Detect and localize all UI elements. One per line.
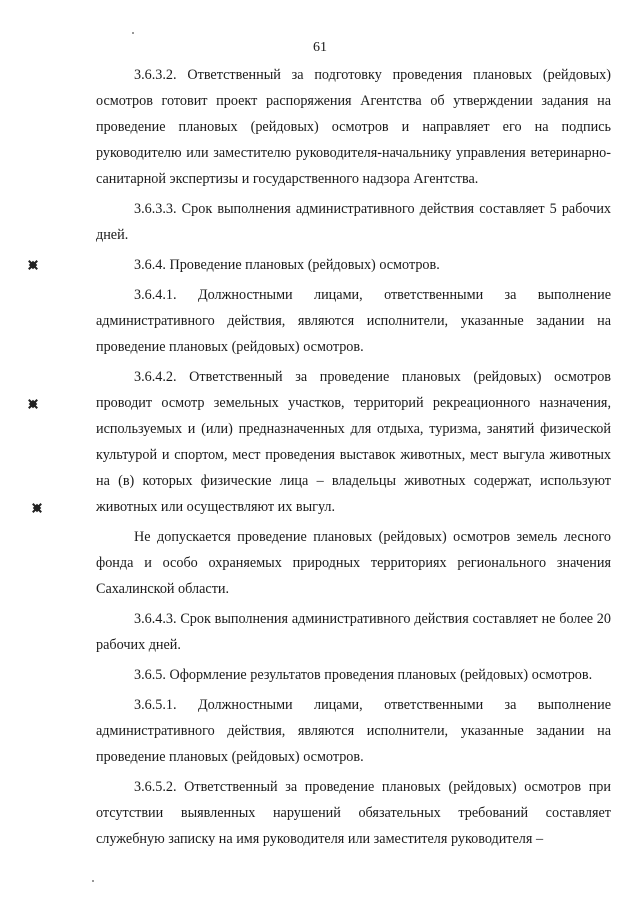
paragraph-3-6-5-2: 3.6.5.2. Ответственный за проведение плановых (рейдовых) осмотров при отсутствии выявленных нарушений обязательных требований составляет служебную записку на имя руководителя или заместителя руководителя – (96, 779, 611, 847)
paragraph-3-6-3-2: 3.6.3.2. Ответственный за подготовку проведения плановых (рейдовых) осмотров готовит проект распоряжения Агентства об утверждении задания на проведение плановых (рейдовых) осмотров и направляет его на подпись руководителю или заместителю руководителя-начальнику управления ветеринарно-санитарной экспертизы и государственного надзора Агентства. (96, 67, 611, 187)
paragraph-3-6-5-1: 3.6.5.1. Должностными лицами, ответственными за выполнение административного действия, являются исполнители, указанные задании на проведение плановых (рейдовых) осмотров. (96, 697, 611, 765)
margin-mark (33, 504, 41, 512)
margin-mark (29, 261, 37, 269)
paragraph-3-6-4-3: 3.6.4.3. Срок выполнения административного действия составляет не более 20 рабочих дней. (96, 611, 611, 653)
page-number: 61 (313, 40, 327, 55)
scan-speck (132, 32, 134, 34)
paragraph-3-6-4: 3.6.4. Проведение плановых (рейдовых) осмотров. (134, 257, 440, 273)
paragraph-3-6-4-1: 3.6.4.1. Должностными лицами, ответственными за выполнение административного действия, являются исполнители, указанные задании на проведение плановых (рейдовых) осмотров. (96, 287, 611, 355)
paragraph-3-6-3-3: 3.6.3.3. Срок выполнения административного действия составляет 5 рабочих дней. (96, 201, 611, 243)
margin-mark (29, 400, 37, 408)
paragraph-prohibition: Не допускается проведение плановых (рейдовых) осмотров земель лесного фонда и особо охраняемых природных территориях регионального значения Сахалинской области. (96, 529, 611, 597)
scan-speck (92, 880, 94, 882)
paragraph-3-6-4-2: 3.6.4.2. Ответственный за проведение плановых (рейдовых) осмотров проводит осмотр земельных участков, территорий рекреационного назначения, используемых и (или) предназначенных для отдыха, туризма, занятий физической культурой и спортом, мест проведения выставок животных, мест выгула животных на (в) которых физические лица – владельцы животных содержат, используют животных или осуществляют их выгул. (96, 369, 611, 515)
paragraph-3-6-5: 3.6.5. Оформление результатов проведения плановых (рейдовых) осмотров. (134, 667, 593, 683)
document-body (96, 62, 611, 852)
